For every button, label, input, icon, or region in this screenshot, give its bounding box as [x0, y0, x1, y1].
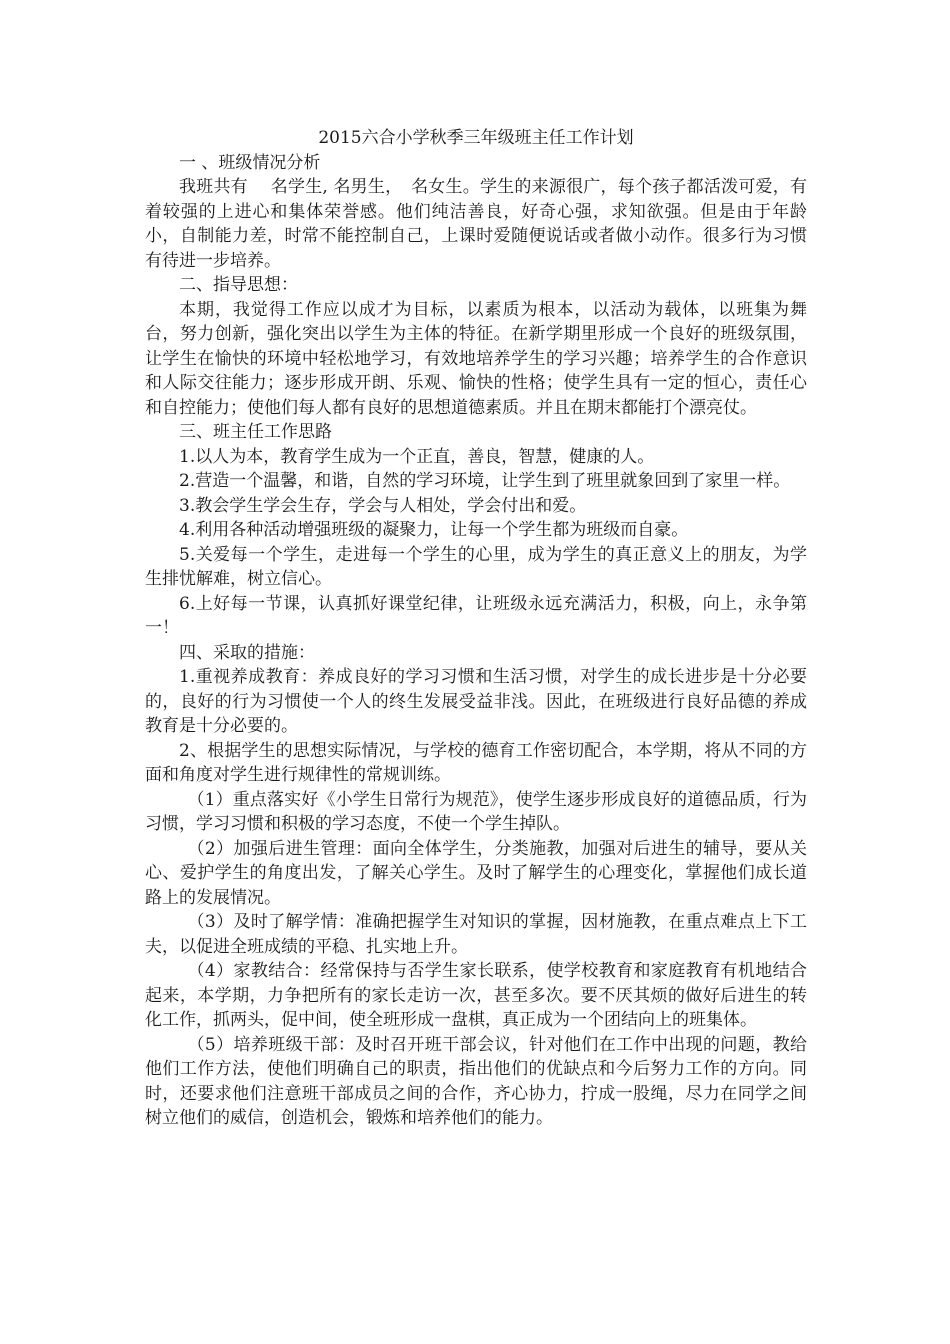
- section-2-paragraph-1: 本期，我觉得工作应以成才为目标，以素质为根本，以活动为载体，以班集为舞台，努力创新，强化突出以学生为主体的特征。在新学期里形成一个良好的班级氛围，让学生在愉快的环境中轻松地学习，有效地培养学生的学习兴趣；培养学生的合作意识和人际交往能力；逐步形成开朗、乐观、愉快的性格；使学生具有一定的恒心，责任心和自控能力；使他们每人都有良好的思想道德素质。并且在期末都能打个漂亮仗。: [145, 299, 807, 418]
- section-4-subitem-2: （2）加强后进生管理：面向全体学生，分类施教，加强对后进生的辅导，要从关心、爱护学生的角度出发，了解关心学生。及时了解学生的心理变化，掌握他们成长道路上的发展情况。: [145, 838, 807, 908]
- section-3-item-6: 6.上好每一节课，认真抓好课堂纪律，让班级永远充满活力，积极，向上，永争第一！: [145, 593, 807, 638]
- section-3-item-5: 5.关爱每一个学生，走进每一个学生的心里，成为学生的真正意义上的朋友，为学生排忧解难，树立信心。: [145, 544, 807, 589]
- section-4-item-1: 1.重视养成教育：养成良好的学习习惯和生活习惯，对学生的成长进步是十分必要的，良好的行为习惯使一个人的终生发展受益非浅。因此，在班级进行良好品德的养成教育是十分必要的。: [145, 667, 807, 736]
- section-3-item-3: 3.教会学生学会生存，学会与人相处，学会付出和爱。: [179, 495, 587, 516]
- section-3-item-4: 4.利用各种活动增强班级的凝聚力，让每一个学生都为班级而自豪。: [179, 520, 689, 540]
- section-heading-3: 三、班主任工作思路: [179, 422, 332, 442]
- section-4-item-2: 2、根据学生的思想实际情况，与学校的德育工作密切配合，本学期，将从不同的方面和角度对学生进行规律性的常规训练。: [145, 740, 807, 785]
- section-4-subitem-1: （1）重点落实好《小学生日常行为规范》，使学生逐步形成良好的道德品质，行为习惯，学习习惯和积极的学习态度，不使一个学生掉队。: [145, 789, 807, 834]
- section-4-subitem-4: （4）家教结合：经常保持与否学生家长联系，使学校教育和家庭教育有机地结合起来，本学期，力争把所有的家长走访一次，甚至多次。要不厌其烦的做好后进生的转化工作，抓两头，促中间，使全班形成一盘棋，真正成为一个团结向上的班集体。: [145, 961, 807, 1030]
- section-3-item-1: 1.以人为本，教育学生成为一个正直，善良，智慧，健康的人。: [179, 446, 655, 467]
- section-heading-2: 二、指导思想：: [179, 275, 298, 295]
- section-1-paragraph-1: 我班共有 名学生, 名男生， 名女生。学生的来源很广，每个孩子都活泼可爱，有着较强的上进心和集体荣誉感。他们纯洁善良，好奇心强，求知欲强。但是由于年龄小，自制能力差，时常不能控制自己，上课时爱随便说话或者做小动作。很多行为习惯有待进一步培养。: [145, 177, 807, 271]
- section-heading-4: 四、采取的措施：: [179, 642, 315, 663]
- section-heading-1: 一 、班级情况分析: [179, 152, 321, 173]
- document-title: 2015六合小学秋季三年级班主任工作计划: [318, 128, 634, 148]
- document-page: [145, 126, 807, 1131]
- section-3-item-2: 2.营造一个温馨，和谐，自然的学习环境，让学生到了班里就象回到了家里一样。: [179, 471, 791, 491]
- section-4-subitem-5: （5）培养班级干部：及时召开班干部会议，针对他们在工作中出现的问题，教给他们工作方法，使他们明确自己的职责，指出他们的优缺点和今后努力工作的方向。同时，还要求他们注意班干部成员之间的合作，齐心协力，拧成一股绳，尽力在同学之间树立他们的威信，创造机会，锻炼和培养他们的能力。: [145, 1034, 807, 1128]
- section-4-subitem-3: （3）及时了解学情：准确把握学生对知识的掌握，因材施教，在重点难点上下工夫，以促进全班成绩的平稳、扎实地上升。: [145, 912, 807, 957]
